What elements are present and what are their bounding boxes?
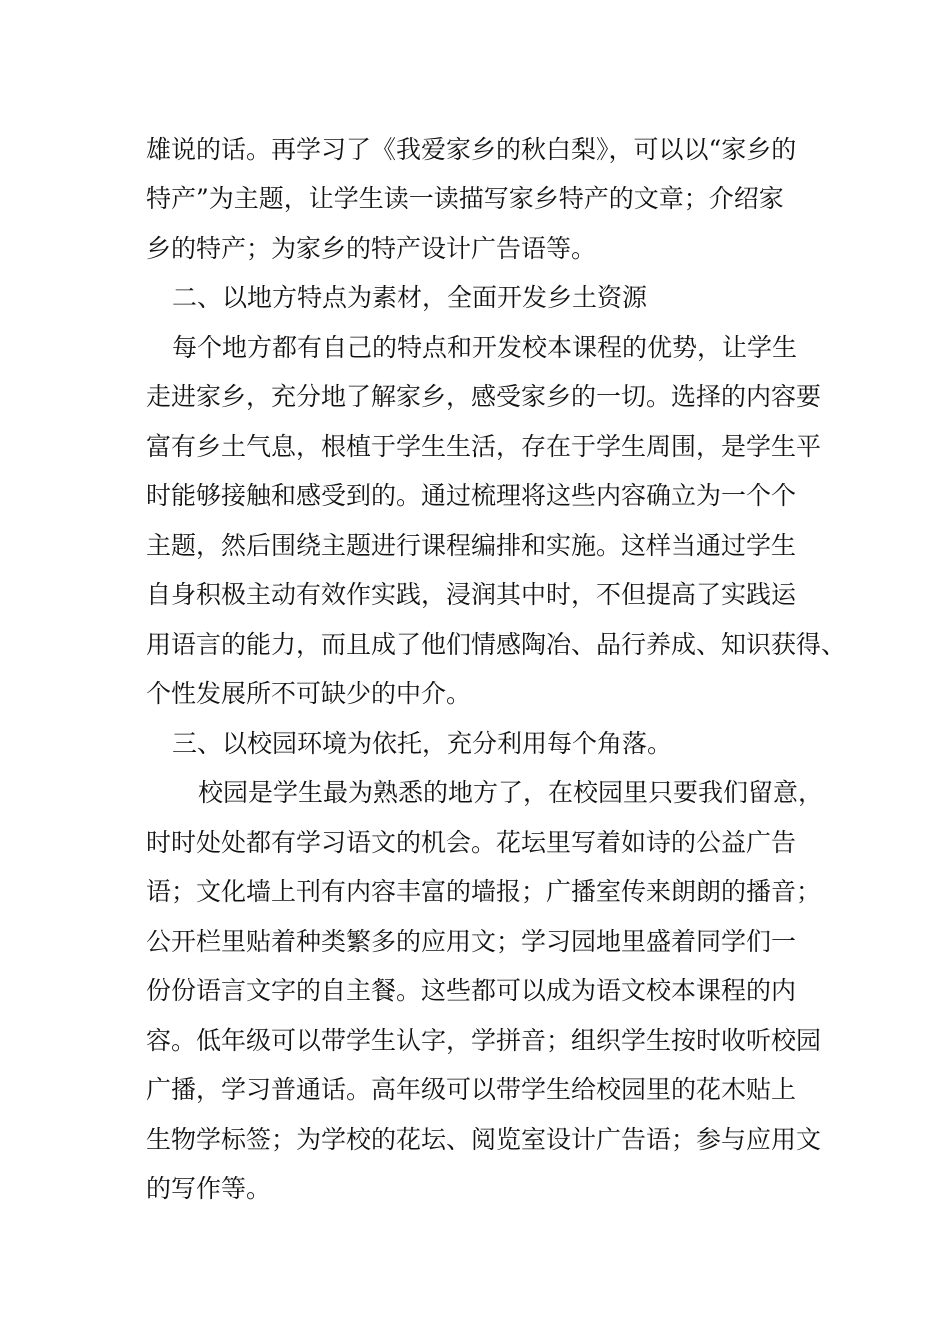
text-line: 个性发展所不可缺少的中介。 xyxy=(146,679,472,708)
text-line: 特产”为主题，让学生读一读描写家乡特产的文章；介绍家 xyxy=(146,184,784,213)
text-line: 生物学标签；为学校的花坛、阅览室设计广告语；参与应用文 xyxy=(146,1125,822,1154)
text-line: 富有乡土气息，根植于学生生活，存在于学生周围，是学生平 xyxy=(146,432,822,461)
text-line: 时时处处都有学习语文的机会。花坛里写着如诗的公益广告 xyxy=(146,828,797,857)
text-line: 自身积极主动有效作实践，浸润其中时，不但提高了实践运 xyxy=(146,580,797,609)
text-line: 用语言的能力，而且成了他们情感陶冶、品行养成、知识获得、 xyxy=(146,630,847,659)
text-line: 乡的特产；为家乡的特产设计广告语等。 xyxy=(146,234,597,263)
text-line: 走进家乡，充分地了解家乡，感受家乡的一切。选择的内容要 xyxy=(146,382,822,411)
text-line: 雄说的话。再学习了《我爱家乡的秋白梨》，可以以“家乡的 xyxy=(146,135,797,164)
section-heading: 二、以地方特点为素材，全面开发乡土资源 xyxy=(172,283,648,312)
text-line: 公开栏里贴着种类繁多的应用文；学习园地里盛着同学们一 xyxy=(146,927,797,956)
text-line: 容。低年级可以带学生认字，学拼音；组织学生按时收听校园 xyxy=(146,1026,822,1055)
text-line: 广播，学习普通话。高年级可以带学生给校园里的花木贴上 xyxy=(146,1075,797,1104)
text-line: 语；文化墙上刊有内容丰富的墙报；广播室传来朗朗的播音； xyxy=(146,877,822,906)
text-line: 份份语言文字的自主餐。这些都可以成为语文校本课程的内 xyxy=(146,976,797,1005)
text-line: 时能够接触和感受到的。通过梳理将这些内容确立为一个个 xyxy=(146,481,797,510)
text-line: 主题，然后围绕主题进行课程编排和实施。这样当通过学生 xyxy=(146,531,797,560)
section-heading: 三、以校园环境为依托，充分利用每个角落。 xyxy=(172,729,673,758)
text-line: 校园是学生最为熟悉的地方了，在校园里只要我们留意， xyxy=(198,778,824,807)
text-line: 的写作等。 xyxy=(146,1174,272,1203)
text-line: 每个地方都有自己的特点和开发校本课程的优势，让学生 xyxy=(172,333,798,362)
